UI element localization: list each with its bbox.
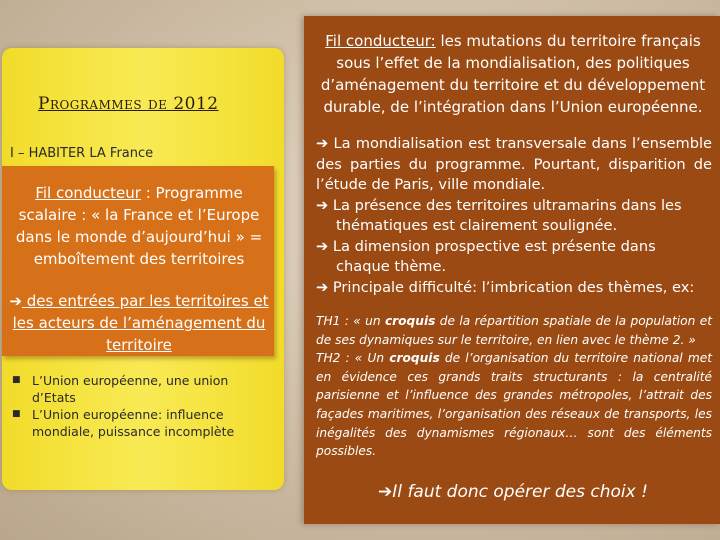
right-arrow-icon: ➔ (316, 237, 329, 255)
list-item-text: L’Union européenne, une union d’Etats (32, 373, 229, 405)
list-item-text: L’Union européenne: influence mondiale, puissance incomplète (32, 407, 235, 439)
list-item (316, 134, 712, 196)
left-fil-label: Fil conducteur (35, 184, 141, 202)
th2-keyword: croquis (389, 351, 440, 366)
th2-suffix: de l’organisation du territoire national met en évidence ces grands traits structurants : la centralité parisienne et l’influence des grandes métropoles, l’attrait des façades maritimes, l’organisation des réseaux de transports, les inégalités des dynamismes régionaux… sont des éléments possibles. (316, 351, 712, 459)
list-item (316, 278, 712, 299)
square-bullet-icon: ■ (12, 375, 21, 385)
th2-prefix: TH2 : « Un (316, 351, 390, 366)
left-title: Programmes de 2012 (38, 94, 219, 114)
left-bullet-list (10, 372, 270, 440)
list-item (10, 406, 270, 440)
right-header (312, 30, 714, 118)
list-item (10, 372, 270, 406)
th1-keyword: croquis (384, 314, 436, 328)
right-arrow-icon: ➔ (316, 278, 329, 296)
bullet-first-line: La présence des territoires ultramarins dans les (332, 196, 682, 214)
bullet-first-line: La dimension prospective est présente dans (332, 237, 656, 255)
theme-examples (316, 312, 712, 461)
left-arrow-line (8, 290, 270, 356)
fil-conducteur-box (2, 166, 274, 356)
right-fil-text: les mutations du territoire français sous l’effet de la mondialisation, des politiques d’aménagement du territoire et du développement durable, de l’intégration dans l’Union européenne. (320, 32, 706, 116)
right-panel (304, 16, 720, 524)
right-arrow-icon: ➔ (316, 135, 329, 152)
left-fil-text: : Programme scalaire : « la France et l’Europe dans le monde d’aujourd’hui » = emboîtement des territoires (15, 184, 263, 268)
th1-prefix: TH1 : « un (316, 314, 385, 328)
bullet-first-line: La mondialisation est transversale dans (333, 135, 627, 152)
list-item (316, 237, 712, 278)
bullet-first-line: Principale difficulté: l’imbrication des thèmes, ex: (332, 278, 695, 296)
section-heading: I – HABITER LA France (10, 146, 154, 161)
left-arrow-text: des entrées par les territoires et les acteurs de l’aménagement du territoire (12, 292, 269, 354)
conclusion (312, 482, 714, 502)
bullet-rest: thématiques est clairement soulignée. (336, 217, 618, 234)
th1-paragraph (316, 312, 712, 349)
bullet-rest: l’ensemble des parties du programme. Pourtant, disparition de l’étude de Paris, ville mondiale. (316, 135, 712, 193)
right-bullet-points (316, 134, 712, 298)
right-arrow-icon: ➔ (9, 292, 22, 310)
list-item (316, 196, 712, 237)
th2-paragraph (316, 349, 712, 461)
right-fil-label: Fil conducteur: (325, 32, 436, 50)
left-fil-conducteur (10, 182, 268, 270)
right-arrow-icon: ➔ (378, 482, 393, 502)
th1-suffix: de la répartition spatiale de la population et de ses dynamiques sur le territoire, en lien avec le thème 2. » (316, 314, 712, 347)
conclusion-text: Il faut donc opérer des choix ! (392, 482, 648, 502)
bullet-rest: chaque thème. (336, 258, 447, 275)
square-bullet-icon: ■ (12, 409, 21, 419)
right-arrow-icon: ➔ (316, 196, 329, 214)
